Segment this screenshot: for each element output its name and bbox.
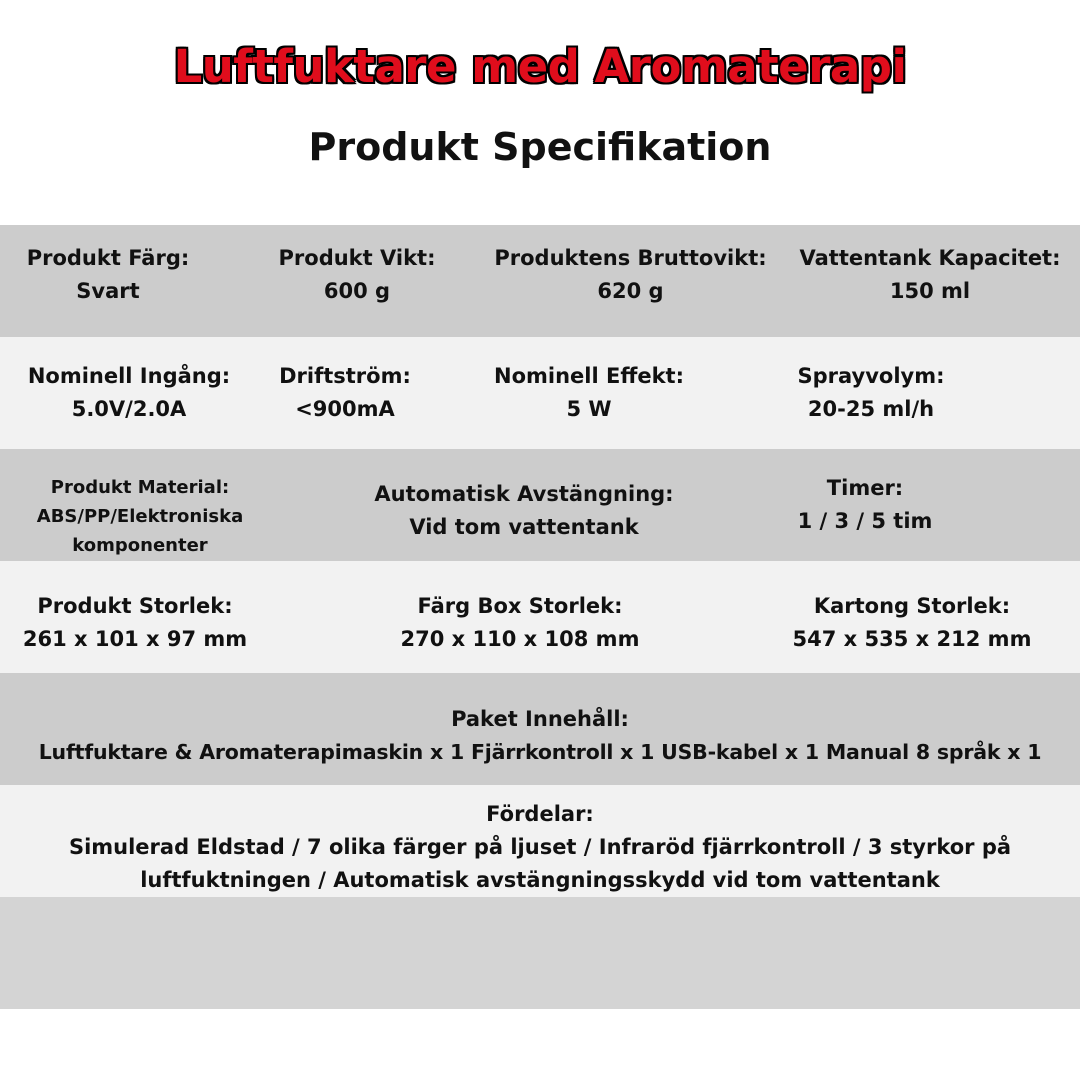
- spec-label: Sprayvolym:: [797, 364, 945, 388]
- spec-carton-size: [790, 590, 1034, 656]
- spec-product-size: [20, 590, 250, 656]
- spec-value: 600 g: [323, 279, 391, 303]
- spec-product-weight: [272, 242, 442, 308]
- package-label: Paket Innehåll:: [451, 707, 629, 731]
- spec-value: Svart: [76, 279, 140, 303]
- benefits-line-1: Simulerad Eldstad / 7 olika färger på ljuset / Infraröd fjärrkontroll / 3 styrkor på: [68, 835, 1012, 859]
- spec-value: komponenter: [72, 535, 208, 556]
- spec-label: Timer:: [826, 476, 904, 500]
- spec-label: Produkt Storlek:: [37, 594, 233, 618]
- spec-value: 620 g: [597, 279, 664, 303]
- spec-label: Produkt Material:: [50, 477, 230, 498]
- spec-value: 5.0V/2.0A: [71, 397, 187, 421]
- page-subtitle: Produkt Specifikation: [308, 125, 772, 169]
- package-contents: [0, 703, 1080, 769]
- benefits-label: Fördelar:: [486, 802, 594, 826]
- benefits: [0, 798, 1080, 897]
- spec-material: [20, 473, 260, 560]
- package-value: Luftfuktare & Aromaterapimaskin x 1 Fjärrkontroll x 1 USB-kabel x 1 Manual 8 språk x 1: [38, 740, 1042, 764]
- spec-product-color: [17, 242, 199, 308]
- spec-value: 5 W: [566, 397, 612, 421]
- spec-label: Driftström:: [279, 364, 411, 388]
- spec-label: Nominell Effekt:: [494, 364, 684, 388]
- spec-color-box-size: [395, 590, 645, 656]
- spec-label: Produkt Färg:: [26, 246, 190, 270]
- footer-band: [0, 897, 1080, 1009]
- spec-value: 1 / 3 / 5 tim: [797, 509, 933, 533]
- spec-value: <900mA: [295, 397, 395, 421]
- spec-nominal-input: [22, 360, 236, 426]
- benefits-line-2: luftfuktningen / Automatisk avstängningsskydd vid tom vattentank: [140, 868, 940, 892]
- spec-label: Färg Box Storlek:: [417, 594, 623, 618]
- spec-label: Produkt Vikt:: [278, 246, 436, 270]
- spec-label: Produktens Bruttovikt:: [494, 246, 767, 270]
- spec-label: Kartong Storlek:: [813, 594, 1011, 618]
- spec-tank-capacity: [795, 242, 1065, 308]
- spec-label: Automatisk Avstängning:: [374, 482, 674, 506]
- spec-label: Vattentank Kapacitet:: [799, 246, 1061, 270]
- spec-spray-volume: [793, 360, 949, 426]
- spec-timer: [790, 472, 940, 538]
- spec-gross-weight: [488, 242, 773, 308]
- spec-operating-current: [272, 360, 418, 426]
- page-title: Luftfuktare med Aromaterapi: [173, 40, 907, 93]
- spec-value: Vid tom vattentank: [409, 515, 639, 539]
- spec-value: 261 x 101 x 97 mm: [22, 627, 248, 651]
- spec-value: ABS/PP/Elektroniska: [36, 506, 244, 527]
- spec-value: 547 x 535 x 212 mm: [792, 627, 1032, 651]
- spec-nominal-power: [488, 360, 690, 426]
- spec-label: Nominell Ingång:: [27, 364, 231, 388]
- spec-value: 20-25 ml/h: [807, 397, 935, 421]
- spec-auto-shutoff: [365, 478, 683, 544]
- spec-value: 270 x 110 x 108 mm: [400, 627, 640, 651]
- spec-value: 150 ml: [889, 279, 971, 303]
